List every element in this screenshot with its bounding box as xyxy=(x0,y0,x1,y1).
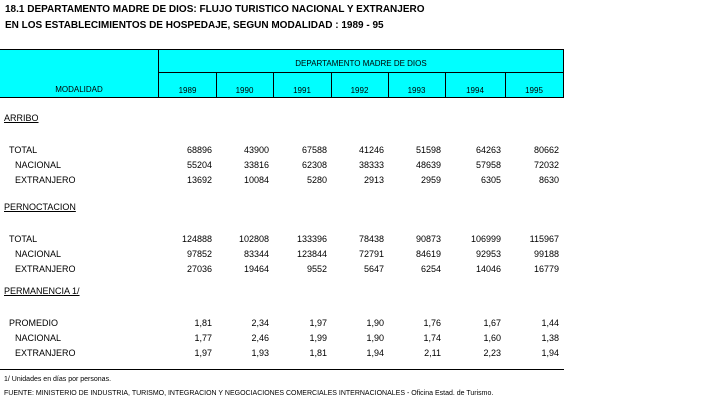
row-label: TOTAL xyxy=(9,234,38,244)
table-cell: 92953 xyxy=(475,249,501,259)
table-cell: 1,90 xyxy=(366,333,384,343)
table-cell: 8630 xyxy=(538,175,559,185)
table-cell: 2,23 xyxy=(483,348,501,358)
footer-rule xyxy=(0,369,564,370)
table-cell: 133396 xyxy=(296,234,327,244)
row-label: EXTRANJERO xyxy=(15,175,76,185)
row-label: NACIONAL xyxy=(15,249,62,259)
table-cell: 1,76 xyxy=(423,318,441,328)
table-cell: 1,81 xyxy=(194,318,212,328)
table-cell: 1,94 xyxy=(541,348,559,358)
section-title: PERNOCTACION xyxy=(4,202,76,212)
table-cell: 124888 xyxy=(181,234,212,244)
year-header: 1992 xyxy=(350,86,369,95)
year-header: 1994 xyxy=(466,86,484,95)
table-cell: 80662 xyxy=(533,145,559,155)
table-cell: 27036 xyxy=(186,264,212,274)
year-header: 1989 xyxy=(178,86,197,95)
row-label: EXTRANJERO xyxy=(15,348,76,358)
table-cell: 1,74 xyxy=(423,333,441,343)
table-cell: 9552 xyxy=(306,264,327,274)
table-cell: 1,77 xyxy=(194,333,212,343)
table-cell: 19464 xyxy=(243,264,269,274)
table-cell: 2959 xyxy=(420,175,441,185)
table-cell: 99188 xyxy=(533,249,559,259)
header-top-rule xyxy=(0,49,564,50)
table-cell: 90873 xyxy=(415,234,441,244)
year-header: 1991 xyxy=(293,86,311,95)
table-cell: 55204 xyxy=(186,160,212,170)
table-cell: 2,46 xyxy=(251,333,269,343)
footnote: 1/ Unidades en días por personas. xyxy=(4,376,112,383)
table-cell: 68896 xyxy=(186,145,212,155)
table-cell: 1,81 xyxy=(309,348,327,358)
table-cell: 1,44 xyxy=(541,318,559,328)
table-cell: 1,97 xyxy=(194,348,212,358)
table-cell: 1,97 xyxy=(309,318,327,328)
table-cell: 57958 xyxy=(475,160,501,170)
row-label: NACIONAL xyxy=(15,160,62,170)
table-cell: 6305 xyxy=(480,175,501,185)
table-cell: 1,38 xyxy=(541,333,559,343)
department-header: DEPARTAMENTO MADRE DE DIOS xyxy=(295,59,427,68)
table-cell: 72791 xyxy=(358,249,384,259)
table-cell: 5647 xyxy=(363,264,384,274)
table-cell: 1,94 xyxy=(366,348,384,358)
table-cell: 38333 xyxy=(358,160,384,170)
table-cell: 64263 xyxy=(475,145,501,155)
modalidad-header: MODALIDAD xyxy=(55,85,103,94)
dept-divider xyxy=(159,72,564,73)
year-header: 1995 xyxy=(525,86,543,95)
table-cell: 33816 xyxy=(243,160,269,170)
table-title: 18.1 DEPARTAMENTO MADRE DE DIOS: FLUJO TURISTICO NACIONAL Y EXTRANJERO xyxy=(5,4,425,15)
table-cell: 2,11 xyxy=(424,348,441,358)
table-cell: 1,99 xyxy=(309,333,327,343)
header-right-rule xyxy=(563,50,564,98)
table-cell: 14046 xyxy=(475,264,501,274)
header-bottom-rule xyxy=(0,97,564,98)
table-cell: 41246 xyxy=(358,145,384,155)
table-cell: 6254 xyxy=(420,264,441,274)
table-cell: 16779 xyxy=(533,264,559,274)
table-cell: 115967 xyxy=(529,234,559,244)
table-cell: 83344 xyxy=(243,249,269,259)
table-subtitle: EN LOS ESTABLECIMIENTOS DE HOSPEDAJE, SEGUN MODALIDAD : 1989 - 95 xyxy=(5,20,384,31)
table-cell: 10084 xyxy=(243,175,269,185)
table-cell: 1,67 xyxy=(483,318,501,328)
table-cell: 97852 xyxy=(186,249,212,259)
table-cell: 13692 xyxy=(186,175,212,185)
table-cell: 62308 xyxy=(301,160,327,170)
year-header: 1993 xyxy=(407,86,426,95)
year-header: 1990 xyxy=(235,86,254,95)
table-cell: 5280 xyxy=(306,175,327,185)
table-cell: 123844 xyxy=(296,249,327,259)
source-note: FUENTE: MINISTERIO DE INDUSTRIA, TURISMO, INTEGRACION Y NEGOCIACIONES COMERCIALES INTERNACIONALES - Oficina Estad. de Turismo. xyxy=(4,390,494,397)
table-cell: 2,34 xyxy=(251,318,269,328)
row-label: TOTAL xyxy=(9,145,38,155)
table-cell: 67588 xyxy=(301,145,327,155)
row-label: NACIONAL xyxy=(15,333,62,343)
table-cell: 1,90 xyxy=(366,318,384,328)
table-cell: 102808 xyxy=(238,234,269,244)
table-cell: 43900 xyxy=(243,145,269,155)
table-cell: 72032 xyxy=(533,160,559,170)
table-cell: 106999 xyxy=(470,234,501,244)
section-title: PERMANENCIA 1/ xyxy=(4,286,80,296)
section-title: ARRIBO xyxy=(4,113,39,123)
table-cell: 48639 xyxy=(415,160,441,170)
table-cell: 1,93 xyxy=(251,348,269,358)
row-label: PROMEDIO xyxy=(9,318,59,328)
row-label: EXTRANJERO xyxy=(15,264,76,274)
table-cell: 78438 xyxy=(358,234,384,244)
table-cell: 2913 xyxy=(363,175,384,185)
table-cell: 1,60 xyxy=(483,333,501,343)
table-cell: 84619 xyxy=(415,249,441,259)
table-cell: 51598 xyxy=(415,145,441,155)
